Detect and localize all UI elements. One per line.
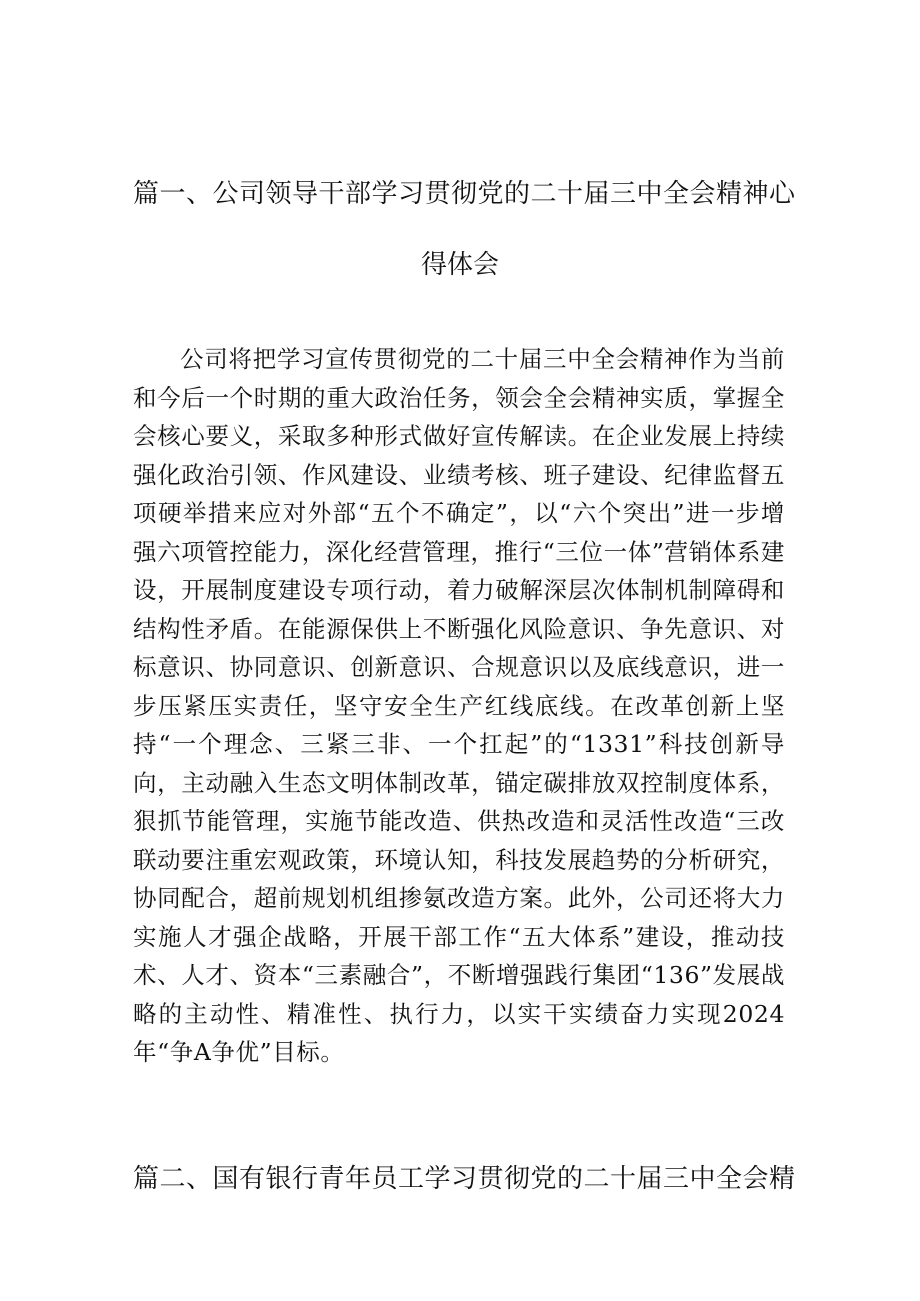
section1-paragraph: 公司将把学习宣传贯彻党的二十届三中全会精神作为当前和今后一个时期的重大政治任务，领会全会精神实质，掌握全会核心要义，采取多种形式做好宣传解读。在企业发展上持续强化政治引领、作风建设、业绩考核、班子建设、纪律监督五项硬举措来应对外部“五个不确定”，以“六个突出”进一步增强六项管控能力，深化经营管理，推行“三位一体”营销体系建设，开展制度建设专项行动，着力破解深层次体制机制障碍和结构性矛盾。在能源保供上不断强化风险意识、争先意识、对标意识、协同意识、创新意识、合规意识以及底线意识，进一步压紧压实责任，坚守安全生产红线底线。在改革创新上坚持“一个理念、三紧三非、一个扛起”的“1331”科技创新导向，主动融入生态文明体制改革，锚定碳排放双控制度体系，狠抓节能管理，实施节能改造、供热改造和灵活性改造“三改联动要注重宏观政策，环境认知，科技发展趋势的分析研究，协同配合，超前规划机组掺氨改造方案。此外，公司还将大力实施人才强企战略，开展干部工作“五大体系”建设，推动技术、人才、资本“三素融合”，不断增强践行集团“136”发展战略的主动性、精准性、执行力，以实干实绩奋力实现2024年“争A争优”目标。 — [133, 345, 785, 1066]
section1-title-line2: 得体会 — [420, 250, 499, 280]
section2-title-line1: 篇二、国有银行青年员工学习贯彻党的二十届三中全会精 — [133, 1164, 796, 1194]
section1-title-line1: 篇一、公司领导干部学习贯彻党的二十届三中全会精神心 — [133, 179, 796, 209]
